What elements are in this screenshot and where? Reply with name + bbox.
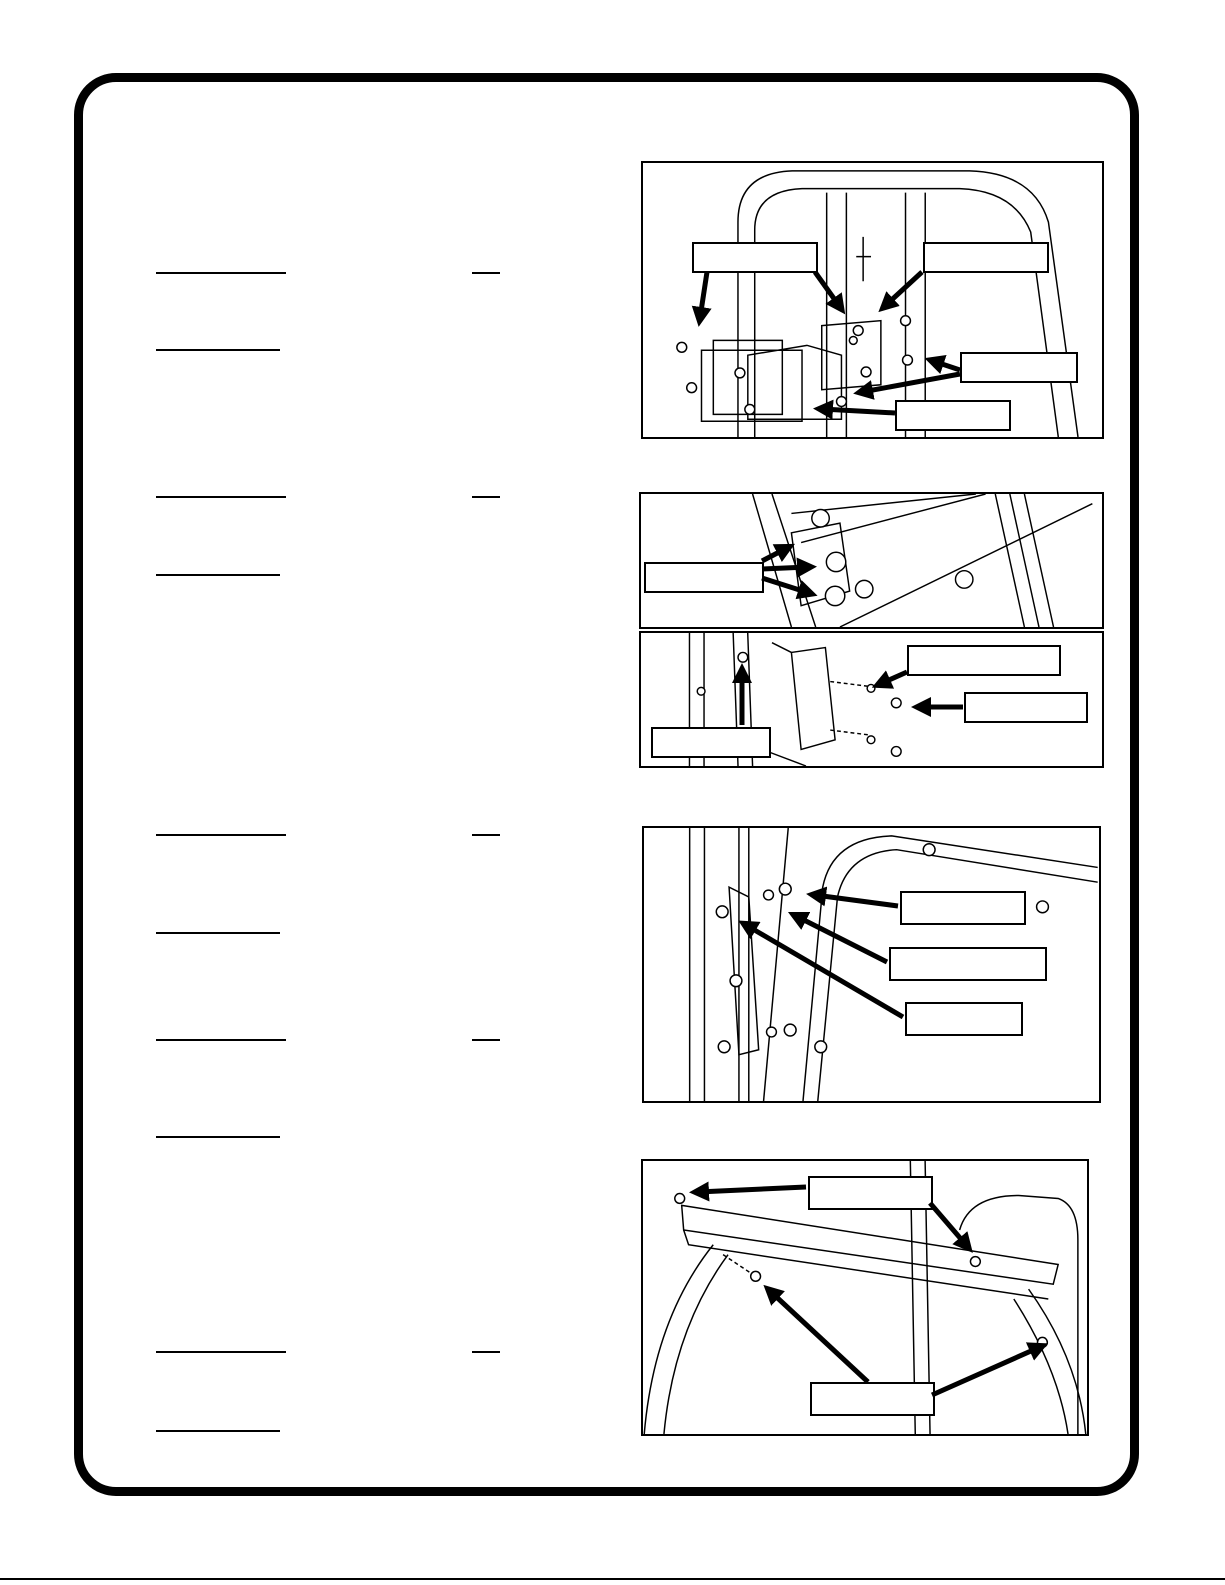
qty-rule bbox=[472, 272, 500, 274]
qty-rule bbox=[472, 496, 500, 498]
callout-label bbox=[808, 1176, 933, 1210]
figure-d-panel bbox=[641, 1159, 1089, 1436]
figure-a-panel bbox=[641, 161, 1104, 439]
callout-label bbox=[907, 645, 1061, 676]
step-heading-rule bbox=[156, 272, 286, 274]
note-rule bbox=[156, 349, 280, 351]
callout-label bbox=[960, 352, 1078, 383]
figure-b-bottom-panel bbox=[639, 631, 1104, 768]
page-bottom-rule bbox=[0, 1578, 1225, 1580]
callout-label bbox=[644, 562, 764, 593]
callout-label bbox=[964, 692, 1088, 723]
note-rule bbox=[156, 932, 280, 934]
callout-label bbox=[810, 1382, 935, 1416]
callout-label bbox=[923, 242, 1049, 273]
note-rule bbox=[156, 574, 280, 576]
figure-b-top-illustration bbox=[641, 494, 1102, 627]
qty-rule bbox=[472, 834, 500, 836]
callout-label bbox=[900, 891, 1026, 925]
callout-label bbox=[651, 727, 771, 758]
figure-b-top-panel bbox=[639, 492, 1104, 629]
figure-c-panel bbox=[642, 826, 1101, 1103]
figure-a-illustration bbox=[643, 163, 1102, 437]
note-rule bbox=[156, 1430, 280, 1432]
qty-rule bbox=[472, 1039, 500, 1041]
note-rule bbox=[156, 1136, 280, 1138]
callout-label bbox=[905, 1002, 1023, 1036]
qty-rule bbox=[472, 1351, 500, 1353]
callout-label bbox=[895, 400, 1011, 431]
step-heading-rule bbox=[156, 1039, 286, 1041]
step-heading-rule bbox=[156, 496, 286, 498]
callout-label bbox=[889, 947, 1047, 981]
step-heading-rule bbox=[156, 834, 286, 836]
step-heading-rule bbox=[156, 1351, 286, 1353]
callout-label bbox=[692, 242, 818, 273]
